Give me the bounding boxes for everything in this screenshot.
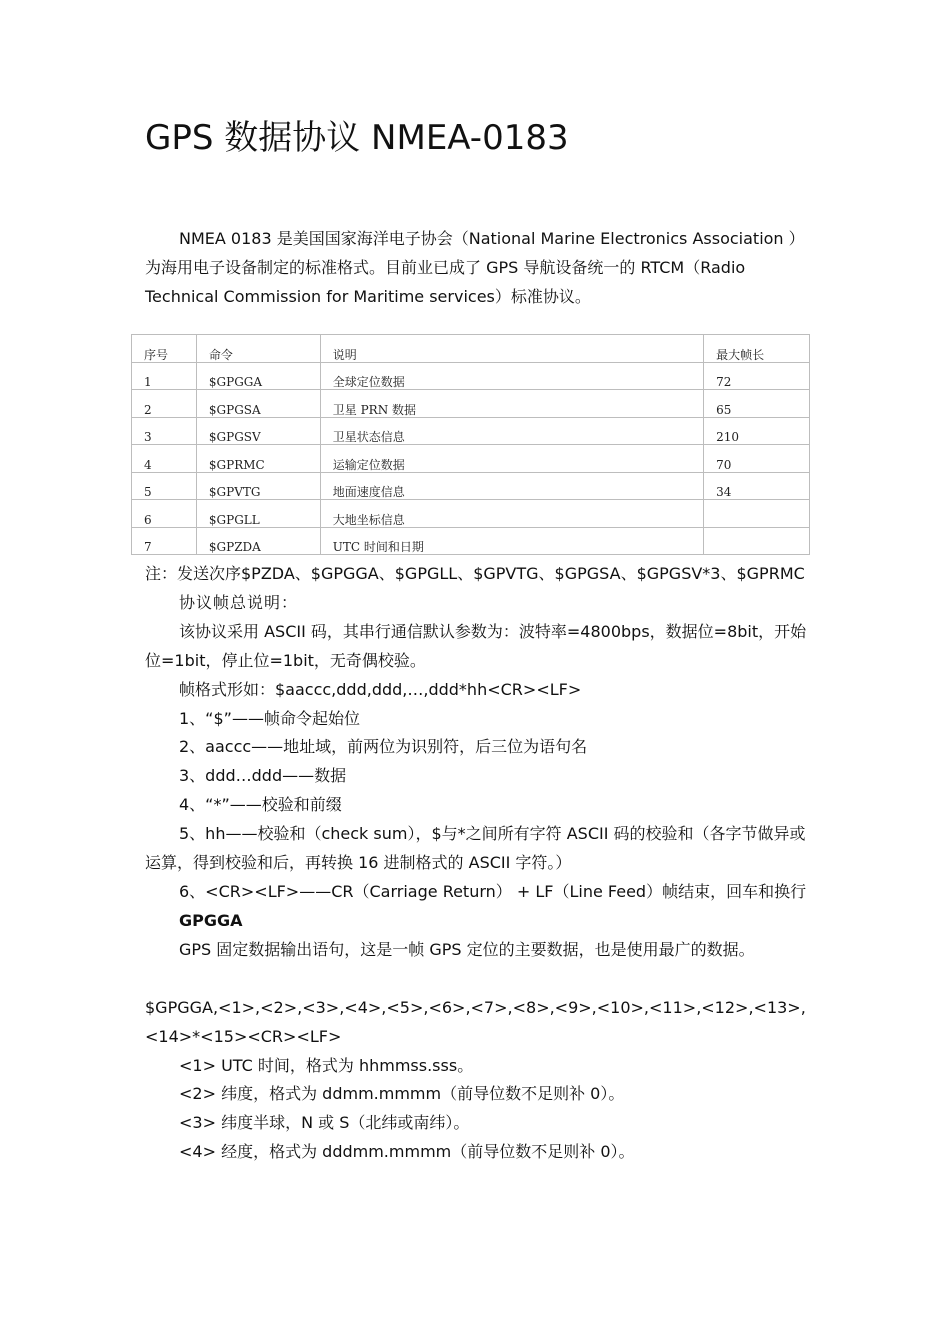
table-cell: $GPVTG: [196, 472, 320, 500]
table-cell: $GPGSV: [196, 417, 320, 445]
table-cell: $GPZDA: [196, 527, 320, 555]
send-order-note: 注：发送次序$PZDA、$GPGGA、$GPGLL、$GPVTG、$GPGSA、$GPGSV*3、$GPRMC: [145, 564, 805, 583]
table-cell: 大地坐标信息: [320, 500, 703, 528]
table-row: [132, 417, 810, 445]
table-cell: 卫星 PRN 数据: [320, 390, 703, 418]
table-row: [132, 390, 810, 418]
frame-item: 6、<CR><LF>——CR（Carriage Return） + LF（Line Feed）帧结束，回车和换行: [179, 881, 807, 901]
table-cell: 4: [132, 445, 197, 473]
frame-item: 1、“$”——帧命令起始位: [179, 708, 360, 728]
gpgga-field: <1> UTC 时间，格式为 hhmmss.sss。: [179, 1055, 474, 1075]
table-cell: 6: [132, 500, 197, 528]
frame-item: 5、hh——校验和（check sum），$与*之间所有字符 ASCII 码的校验和（各字节做异或运算，得到校验和后，再转换 16 进制格式的 ASCII 字符。）: [145, 824, 806, 873]
frame-item: 3、ddd…ddd——数据: [179, 766, 347, 786]
gpgga-format: $GPGGA,<1>,<2>,<3>,<4>,<5>,<6>,<7>,<8>,<9>,<10>,<11>,<12>,<13>,<14>*<15><CR><LF>: [145, 997, 806, 1046]
gpgga-field: <2> 纬度，格式为 ddmm.mmmm（前导位数不足则补 0）。: [179, 1084, 625, 1104]
table-cell: 70: [704, 445, 810, 473]
table-cell: 5: [132, 472, 197, 500]
intro-paragraph: NMEA 0183 是美国国家海洋电子协会（National Marine Electronics Association ）为海用电子设备制定的标准格式。目前业已成了 GPS 导航设备统一的 RTCM（Radio Technical Commission for Maritime services）标准协议。: [145, 229, 805, 306]
command-table: [131, 334, 810, 555]
table-cell: 卫星状态信息: [320, 417, 703, 445]
table-row: [132, 362, 810, 390]
table-row: [132, 527, 810, 555]
table-row: [132, 445, 810, 473]
table-cell: $GPGSA: [196, 390, 320, 418]
frame-item: 4、“*”——校验和前缀: [179, 795, 342, 815]
table-cell: $GPGGA: [196, 362, 320, 390]
table-cell: 全球定位数据: [320, 362, 703, 390]
gpgga-description: GPS 固定数据输出语句，这是一帧 GPS 定位的主要数据，也是使用最广的数据。: [179, 939, 755, 959]
table-cell: $GPRMC: [196, 445, 320, 473]
table-header-cell: 最大帧长: [704, 335, 810, 363]
frame-description-title: 协议帧总说明：: [179, 592, 299, 612]
table-cell: [704, 527, 810, 555]
frame-format: 帧格式形如：$aaccc,ddd,ddd,…,ddd*hh<CR><LF>: [179, 679, 582, 699]
table-header-cell: 说明: [320, 335, 703, 363]
table-cell: $GPGLL: [196, 500, 320, 528]
gpgga-field: <4> 经度，格式为 dddmm.mmmm（前导位数不足则补 0）。: [179, 1142, 635, 1162]
table-cell: 72: [704, 362, 810, 390]
page-title: GPS 数据协议 NMEA-0183: [145, 118, 569, 158]
table-header-cell: 命令: [196, 335, 320, 363]
table-cell: 7: [132, 527, 197, 555]
table-cell: 1: [132, 362, 197, 390]
table-row: [132, 472, 810, 500]
table-cell: 210: [704, 417, 810, 445]
table-cell: 34: [704, 472, 810, 500]
table-cell: 65: [704, 390, 810, 418]
table-cell: 地面速度信息: [320, 472, 703, 500]
table-header-cell: 序号: [132, 335, 197, 363]
table-cell: UTC 时间和日期: [320, 527, 703, 555]
frame-description-paragraph: 该协议采用 ASCII 码，其串行通信默认参数为：波特率=4800bps，数据位=8bit，开始位=1bit，停止位=1bit，无奇偶校验。: [145, 621, 807, 670]
frame-item: 2、aaccc——地址域，前两位为识别符，后三位为语句名: [179, 737, 588, 757]
table-cell: 3: [132, 417, 197, 445]
gpgga-heading: GPGGA: [179, 910, 243, 930]
table-cell: 2: [132, 390, 197, 418]
table-header-row: [132, 335, 810, 363]
spacer: [145, 965, 815, 994]
body-text: [145, 560, 815, 1167]
table-cell: [704, 500, 810, 528]
table-row: [132, 500, 810, 528]
gpgga-field: <3> 纬度半球，N 或 S（北纬或南纬）。: [179, 1113, 470, 1133]
table-cell: 运输定位数据: [320, 445, 703, 473]
